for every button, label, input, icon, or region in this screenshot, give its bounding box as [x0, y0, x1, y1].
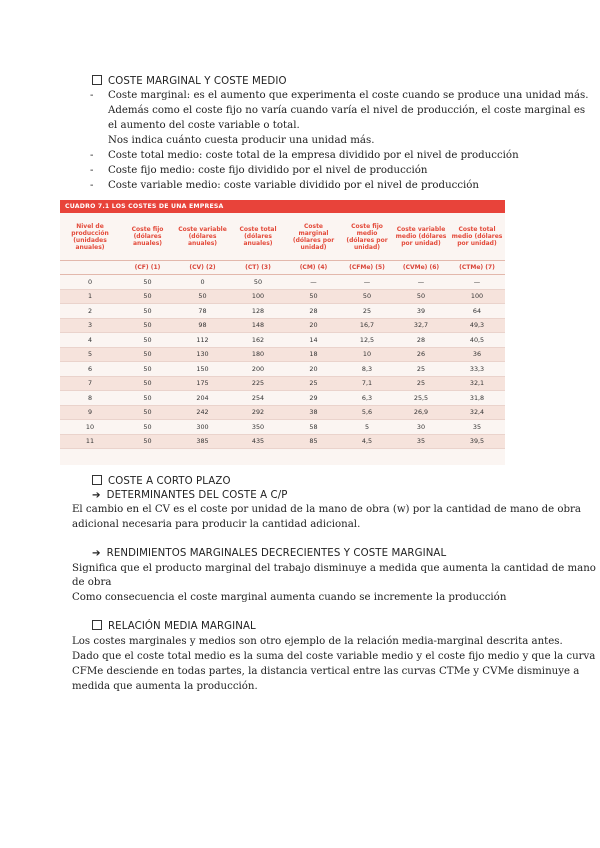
table-cell: 18 [286, 347, 341, 362]
table-cell: 7,1 [341, 376, 393, 391]
bullet-dash: - [90, 90, 94, 101]
table-cell: 130 [175, 347, 230, 362]
paragraph-line: Significa que el producto marginal del trabajo disminuye a medida que aumenta la cantidad de mano [72, 563, 596, 574]
table-cell: 242 [175, 405, 230, 420]
paragraph-line: Dado que el coste total medio es la suma del coste variable medio y el coste fijo medio y que la curva [72, 651, 596, 662]
column-header: Coste fijo medio (dólares por unidad) [341, 213, 393, 261]
column-code [60, 261, 120, 275]
costs-table [60, 213, 505, 449]
table-cell: 5,6 [341, 405, 393, 420]
column-header: Coste variable (dólares anuales) [175, 213, 230, 261]
paragraph-line: medida que aumenta la producción. [72, 681, 258, 692]
paragraph-line: Los costes marginales y medios son otro ejemplo de la relación media-marginal descrita antes. [72, 636, 563, 647]
table-cell: 50 [341, 289, 393, 304]
table-cell: 25 [286, 376, 341, 391]
paragraph-line: Como consecuencia el coste marginal aumenta cuando se incremente la producción [72, 592, 507, 603]
table-cell: 6,3 [341, 391, 393, 406]
table-code-row [60, 261, 505, 275]
table-cell: 85 [286, 434, 341, 449]
table-cell: 9 [60, 405, 120, 420]
paragraph-line: CFMe desciende en todas partes, la distancia vertical entre las curvas CTMe y CVMe disminuye a [72, 666, 580, 677]
table-cell: 0 [175, 275, 230, 290]
section-heading-coste-corto-plazo: COSTE A CORTO PLAZO [92, 475, 231, 488]
section-heading-relacion-media-marginal: RELACIÓN MEDIA MARGINAL [92, 620, 256, 633]
bullet-dash: - [90, 165, 94, 176]
table-cell: 50 [120, 391, 175, 406]
paragraph-line: El cambio en el CV es el coste por unidad de la mano de obra (w) por la cantidad de mano de obra [72, 504, 581, 515]
table-cell: 26,9 [393, 405, 449, 420]
table-cell: 4 [60, 333, 120, 348]
table-cell: 78 [175, 304, 230, 319]
bullet-text: Coste total medio: coste total de la empresa dividido por el nivel de producción [108, 150, 519, 161]
table-cell: 50 [120, 318, 175, 333]
table-cell: 50 [120, 347, 175, 362]
table-cell: 5 [341, 420, 393, 435]
column-header: Coste total medio (dólares por unidad) [449, 213, 505, 261]
table-cell: 64 [449, 304, 505, 319]
table-cell: 100 [449, 289, 505, 304]
table-row [60, 289, 505, 304]
table-row [60, 362, 505, 377]
table-cell: 8 [60, 391, 120, 406]
table-cell: 38 [286, 405, 341, 420]
bullet-text: Coste marginal: es el aumento que experimenta el coste cuando se produce una unidad más. [108, 90, 589, 101]
table-cell: 30 [393, 420, 449, 435]
table-cell: 6 [60, 362, 120, 377]
table-cell: 98 [175, 318, 230, 333]
table-cell: 225 [230, 376, 286, 391]
table-cell: 58 [286, 420, 341, 435]
table-cell: 12,5 [341, 333, 393, 348]
table-cell: 128 [230, 304, 286, 319]
table-cell: 0 [60, 275, 120, 290]
table-cell: 14 [286, 333, 341, 348]
bullet-text: Coste fijo medio: coste fijo dividido por el nivel de producción [108, 165, 428, 176]
table-cell: 148 [230, 318, 286, 333]
column-code: (CV) (2) [175, 261, 230, 275]
subheading-rendimientos: ➔ RENDIMIENTOS MARGINALES DECRECIENTES Y COSTE MARGINAL [92, 548, 447, 559]
table-row [60, 391, 505, 406]
table-cell: 35 [393, 434, 449, 449]
table-row [60, 275, 505, 290]
table-cell: 11 [60, 434, 120, 449]
table-cell: 3 [60, 318, 120, 333]
table-cell: 39 [393, 304, 449, 319]
bullet-text: el aumento del coste variable o total. [108, 120, 300, 131]
table-cell: 26 [393, 347, 449, 362]
table-cell: 292 [230, 405, 286, 420]
table-cell: 8,3 [341, 362, 393, 377]
table-cell: 180 [230, 347, 286, 362]
table-cell: 50 [120, 362, 175, 377]
bullet-dash: - [90, 150, 94, 161]
table-cell: 7 [60, 376, 120, 391]
table-cell: 112 [175, 333, 230, 348]
column-header: Coste total (dólares anuales) [230, 213, 286, 261]
column-code: (CVMe) (6) [393, 261, 449, 275]
table-cell: 50 [230, 275, 286, 290]
table-cell: — [286, 275, 341, 290]
table-cell: — [449, 275, 505, 290]
table-cell: 25 [393, 376, 449, 391]
column-code: (CM) (4) [286, 261, 341, 275]
table-cell: 50 [120, 333, 175, 348]
table-row [60, 376, 505, 391]
table-cell: 50 [120, 304, 175, 319]
table-cell: 50 [175, 289, 230, 304]
table-row [60, 405, 505, 420]
table-cell: 50 [120, 289, 175, 304]
table-cell: 28 [393, 333, 449, 348]
bullet-text: Nos indica cuánto cuesta producir una unidad más. [108, 135, 375, 146]
table-cell: 20 [286, 362, 341, 377]
bullet-text: Coste variable medio: coste variable dividido por el nivel de producción [108, 180, 479, 191]
table-body [60, 275, 505, 449]
table-title: CUADRO 7.1 LOS COSTES DE UNA EMPRESA [60, 200, 505, 213]
table-cell: 2 [60, 304, 120, 319]
table-cell: 29 [286, 391, 341, 406]
table-cell: 4,5 [341, 434, 393, 449]
checkbox-icon[interactable] [92, 475, 102, 485]
bullet-dash: - [90, 180, 94, 191]
table-cell: 5 [60, 347, 120, 362]
table-cell: 50 [120, 420, 175, 435]
bullet-text: Además como el coste fijo no varía cuando varía el nivel de producción, el coste marginal es [108, 105, 586, 116]
table-cell: 40,5 [449, 333, 505, 348]
table-cell: 25 [393, 362, 449, 377]
column-code: (CTMe) (7) [449, 261, 505, 275]
table-cell: 32,7 [393, 318, 449, 333]
column-code: (CT) (3) [230, 261, 286, 275]
table-row [60, 420, 505, 435]
table-header-row [60, 213, 505, 261]
table-cell: 49,3 [449, 318, 505, 333]
checkbox-icon[interactable] [92, 620, 102, 630]
table-cell: 100 [230, 289, 286, 304]
table-cell: 31,8 [449, 391, 505, 406]
table-cell: 20 [286, 318, 341, 333]
table-cell: 175 [175, 376, 230, 391]
table-cell: 25,5 [393, 391, 449, 406]
column-header: Coste marginal (dólares por unidad) [286, 213, 341, 261]
table-cell: 35 [449, 420, 505, 435]
column-code: (CF) (1) [120, 261, 175, 275]
table-cell: 200 [230, 362, 286, 377]
table-cell: 39,5 [449, 434, 505, 449]
column-code: (CFMe) (5) [341, 261, 393, 275]
table-cell: 150 [175, 362, 230, 377]
table-cell: 32,1 [449, 376, 505, 391]
arrow-right-icon: ➔ [92, 490, 101, 501]
table-cell: — [393, 275, 449, 290]
subheading-determinantes: ➔ DETERMINANTES DEL COSTE A C/P [92, 490, 288, 501]
column-header: Nivel de producción (unidades anuales) [60, 213, 120, 261]
table-cell: 254 [230, 391, 286, 406]
table-cell: 350 [230, 420, 286, 435]
table-cell: 435 [230, 434, 286, 449]
table-cell: 32,4 [449, 405, 505, 420]
table-cell: 10 [60, 420, 120, 435]
table-cell: 16,7 [341, 318, 393, 333]
table-row [60, 333, 505, 348]
costs-table-image [60, 200, 505, 465]
table-cell: 162 [230, 333, 286, 348]
table-row [60, 347, 505, 362]
table-cell: 385 [175, 434, 230, 449]
table-cell: 300 [175, 420, 230, 435]
table-cell: — [341, 275, 393, 290]
table-cell: 204 [175, 391, 230, 406]
table-row [60, 318, 505, 333]
arrow-right-icon: ➔ [92, 548, 101, 559]
table-cell: 50 [393, 289, 449, 304]
paragraph-line: de obra [72, 577, 112, 588]
column-header: Coste variable medio (dólares por unidad) [393, 213, 449, 261]
table-cell: 33,3 [449, 362, 505, 377]
table-row [60, 434, 505, 449]
table-cell: 36 [449, 347, 505, 362]
section-heading-coste-marginal: COSTE MARGINAL Y COSTE MEDIO [92, 75, 287, 88]
checkbox-icon[interactable] [92, 75, 102, 85]
table-cell: 50 [120, 376, 175, 391]
table-cell: 25 [341, 304, 393, 319]
table-cell: 1 [60, 289, 120, 304]
table-cell: 50 [120, 275, 175, 290]
table-cell: 50 [120, 434, 175, 449]
table-cell: 50 [286, 289, 341, 304]
column-header: Coste fijo (dólares anuales) [120, 213, 175, 261]
table-cell: 28 [286, 304, 341, 319]
paragraph-line: adicional necesaria para producir la cantidad adicional. [72, 519, 361, 530]
table-cell: 50 [120, 405, 175, 420]
table-cell: 10 [341, 347, 393, 362]
table-row [60, 304, 505, 319]
